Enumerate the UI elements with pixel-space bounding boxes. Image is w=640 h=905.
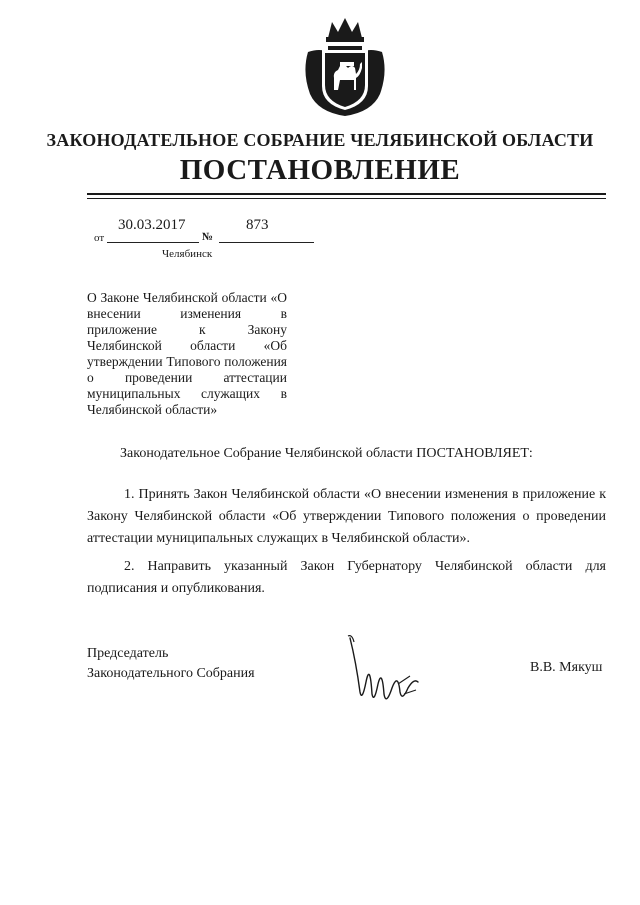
- handwritten-signature: [338, 632, 428, 712]
- resolution-intro: Законодательное Собрание Челябинской области ПОСТАНОВЛЯЕТ:: [120, 446, 533, 461]
- number-label: №: [202, 231, 214, 243]
- signatory-name: В.В. Мякуш: [530, 660, 603, 675]
- date-underline: [107, 242, 199, 243]
- signatory-title: [87, 644, 255, 684]
- document-date: 30.03.2017: [118, 217, 186, 233]
- date-label: от: [94, 232, 105, 244]
- number-underline: [219, 242, 314, 243]
- signatory-title-line1: Председатель: [87, 646, 169, 661]
- header-divider-thin: [87, 198, 606, 199]
- resolution-item-2: 2. Направить указанный Закон Губернатору Челябинской области для подписания и опубликования.: [87, 559, 606, 596]
- signatory-title-line2: Законодательного Собрания: [87, 666, 255, 681]
- resolution-item-1: 1. Принять Закон Челябинской области «О внесении изменения в приложение к Закону Челябинской области «Об утверждении Типового положения о проведении аттестации муниципальных служащих в Челябинской области».: [87, 487, 606, 546]
- coat-of-arms-icon: [300, 12, 390, 120]
- organization-name: ЗАКОНОДАТЕЛЬНОЕ СОБРАНИЕ ЧЕЛЯБИНСКОЙ ОБЛАСТИ: [46, 130, 594, 150]
- document-number: 873: [246, 217, 269, 233]
- header-divider-thick: [87, 193, 606, 195]
- document-type-title: ПОСТАНОВЛЕНИЕ: [179, 154, 461, 186]
- city-name: Челябинск: [162, 248, 213, 260]
- document-subject: О Законе Челябинской области «О внесении изменения в приложение к Закону Челябинской области «Об утверждении Типового положения о проведении аттестации муниципальных служащих в Челябинской области»: [87, 290, 287, 417]
